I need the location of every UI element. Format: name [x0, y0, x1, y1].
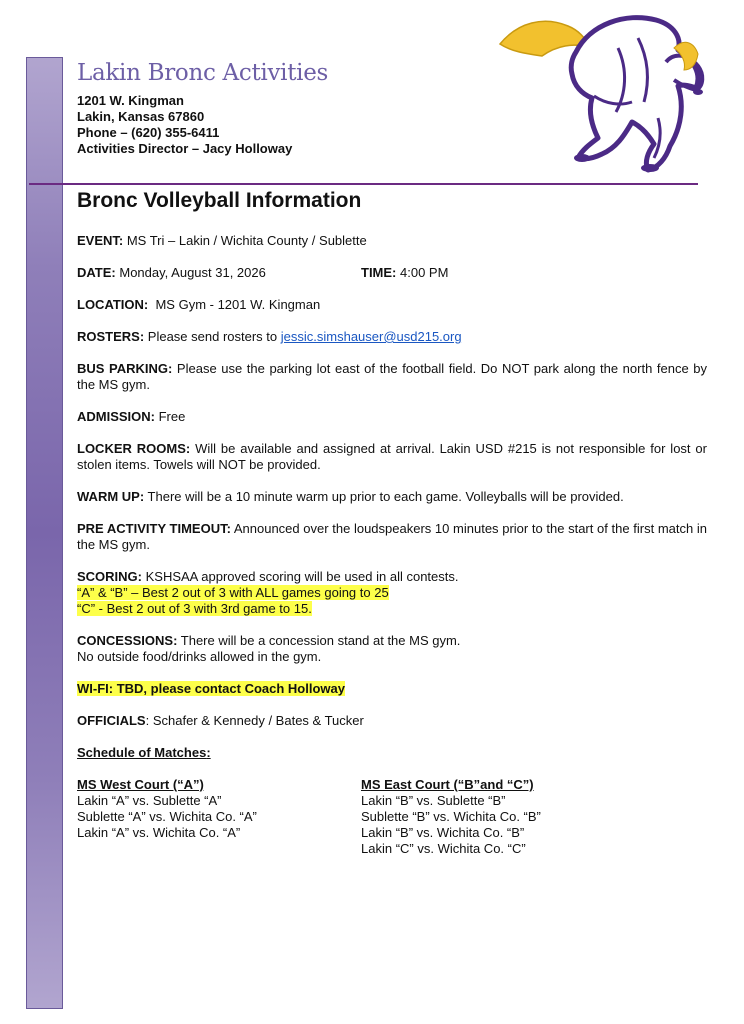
event-value: MS Tri – Lakin / Wichita County / Sublette [123, 233, 367, 248]
decorative-sidebar-bar [26, 57, 63, 1009]
pre-activity-value: Announced over the loudspeakers 10 minutes prior to the start of the first match in the MS gym. [77, 521, 707, 552]
match-list-item: Lakin “B” vs. Wichita Co. “B” [361, 825, 525, 840]
concessions-note: No outside food/drinks allowed in the gym. [77, 649, 322, 664]
address-line-1: 1201 W. Kingman [77, 93, 184, 108]
match-list-item: Sublette “A” vs. Wichita Co. “A” [77, 809, 257, 824]
warm-up-label: WARM UP: [77, 489, 145, 504]
address-line-2: Lakin, Kansas 67860 [77, 109, 205, 124]
match-list-item: Lakin “A” vs. Sublette “A” [77, 793, 222, 808]
officials-label: OFFICIALS [77, 713, 146, 728]
rosters-label: ROSTERS: [77, 329, 145, 344]
locker-rooms-paragraph [77, 441, 707, 473]
date-value: Monday, August 31, 2026 [115, 265, 266, 280]
time-label: TIME: [361, 265, 397, 280]
location-label: LOCATION: [77, 297, 149, 312]
time-value: 4:00 PM [396, 265, 449, 280]
match-list-item: Lakin “C” vs. Wichita Co. “C” [361, 841, 526, 856]
time-group [361, 265, 448, 281]
warm-up-value: There will be a 10 minute warm up prior to each game. Volleyballs will be provided. [144, 489, 624, 504]
location-line [77, 297, 707, 313]
match-list-item: Lakin “B” vs. Sublette “B” [361, 793, 506, 808]
admission-value: Free [155, 409, 186, 424]
rosters-value: Please send rosters to [144, 329, 281, 344]
rosters-email-link[interactable]: jessic.simshauser@usd215.org [280, 329, 462, 344]
east-court-column [361, 777, 541, 857]
bronco-horse-logo-icon [498, 8, 710, 174]
bus-parking-value: Please use the parking lot east of the football field. Do NOT park along the north fence by the MS gym. [77, 361, 707, 392]
match-list-item: Sublette “B” vs. Wichita Co. “B” [361, 809, 541, 824]
header-divider [29, 183, 698, 185]
schedule-title-text: Schedule of Matches [77, 745, 207, 760]
admission-label: ADMISSION: [77, 409, 155, 424]
scoring-ab-highlight: “A” & “B” – Best 2 out of 3 with ALL games going to 25 [77, 585, 389, 600]
info-body [77, 233, 707, 857]
concessions-block [77, 633, 707, 665]
activities-director: Activities Director – Jacy Holloway [77, 141, 293, 156]
schedule-heading [77, 745, 707, 761]
officials-value: : Schafer & Kennedy / Bates & Tucker [145, 713, 364, 728]
date-time-line [77, 265, 707, 281]
officials-line [77, 713, 707, 729]
phone-number: Phone – (620) 355-6411 [77, 125, 220, 140]
west-court-heading: MS West Court (“A”) [77, 777, 204, 792]
warm-up-line [77, 489, 707, 505]
admission-line [77, 409, 707, 425]
pre-activity-label: PRE ACTIVITY TIMEOUT: [77, 521, 231, 536]
wifi-line [77, 681, 707, 697]
event-line [77, 233, 707, 249]
concessions-value: There will be a concession stand at the MS gym. [177, 633, 461, 648]
org-name: Lakin Bronc Activities [77, 60, 329, 86]
scoring-c-highlight: “C” - Best 2 out of 3 with 3rd game to 15. [77, 601, 312, 616]
page-title: Bronc Volleyball Information [77, 189, 362, 212]
location-value: MS Gym - 1201 W. Kingman [148, 297, 321, 312]
west-court-column [77, 777, 257, 841]
pre-activity-paragraph [77, 521, 707, 553]
match-list-item: Lakin “A” vs. Wichita Co. “A” [77, 825, 241, 840]
wifi-highlight: WI-FI: TBD, please contact Coach Holloway [77, 681, 345, 696]
scoring-value: KSHSAA approved scoring will be used in all contests. [142, 569, 459, 584]
contact-block [77, 93, 292, 157]
rosters-line [77, 329, 707, 345]
scoring-block [77, 569, 707, 617]
schedule-title-colon: : [206, 745, 211, 760]
locker-rooms-label: LOCKER ROOMS: [77, 441, 191, 456]
scoring-label: SCORING: [77, 569, 142, 584]
event-label: EVENT: [77, 233, 124, 248]
schedule-courts [77, 777, 707, 857]
bus-parking-label: BUS PARKING: [77, 361, 173, 376]
date-label: DATE: [77, 265, 116, 280]
east-court-heading: MS East Court (“B”and “C”) [361, 777, 534, 792]
locker-rooms-value: Will be available and assigned at arrival. Lakin USD #215 is not responsible for lost or stolen items. Towels will NOT be provided. [77, 441, 707, 472]
bus-parking-paragraph [77, 361, 707, 393]
concessions-label: CONCESSIONS: [77, 633, 178, 648]
